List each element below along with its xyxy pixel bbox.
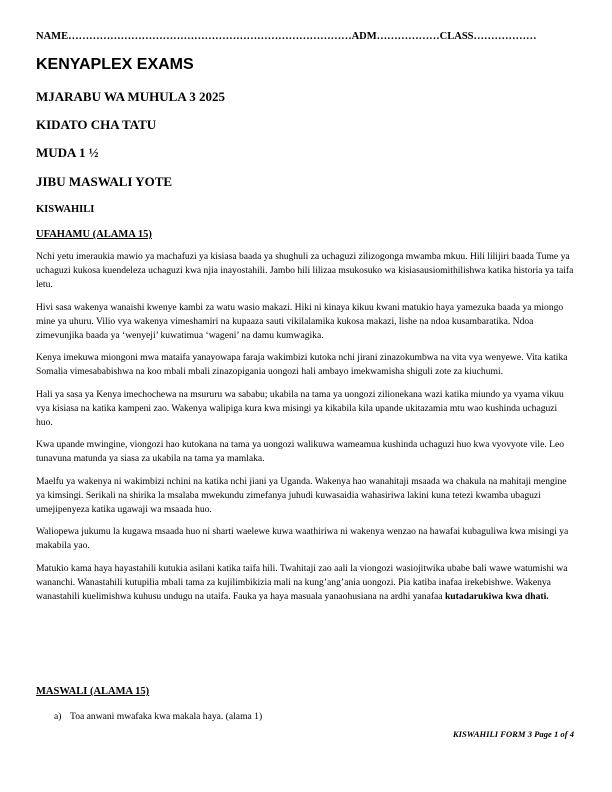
- page-footer: KISWAHILI FORM 3 Page 1 of 4: [452, 729, 574, 739]
- class-label: CLASS: [439, 31, 474, 42]
- adm-blank[interactable]: ………………: [376, 31, 440, 42]
- student-details-line: [36, 31, 576, 42]
- passage-paragraph: Hali ya sasa ya Kenya imechochewa na msururu wa sababu; ukabila na tama ya uongozi zilionekana wazi katika miundo ya vyama vikuu vya kisiasa na katika kampeni zao. Wakenya walipiga kura kwa misingi ya kikabila kila upande ukitazamia mtu wao kushinda uchaguzi huo.: [36, 388, 564, 428]
- comprehension-heading: UFAHAMU (ALAMA 15): [36, 229, 152, 240]
- passage-paragraph: Kenya imekuwa miongoni mwa mataifa yanayowapa faraja wakimbizi kutoka nchi jirani zinazokumbwa na vita vya wenyewe. Vita katika Somalia vimesababishwa na koo mbali mbali zinazopigania uongozi hali ambayo imekwamisha shiguli zote za kiuchumi.: [36, 352, 568, 377]
- question-item: [54, 711, 262, 722]
- question-number: a): [54, 711, 62, 722]
- comprehension-passage: [36, 250, 576, 612]
- passage-paragraph-last: [36, 562, 576, 604]
- exam-subject: KISWAHILI: [36, 204, 95, 215]
- passage-paragraph: Hivi sasa wakenya wanaishi kwenye kambi za watu wasio makazi. Hiki ni kinaya kikuu kwani matukio haya yamezuka baada ya miongo mine ya uhuru. Vilio vya wakenya vimeshamiri na kupaaza sauti vikilalamika kukosa makazi, lishe na ndoa kusambaratika. Ndoa zimevunjika baada ya ‘wenyeji’ kuwatimua ‘wageni’ na damu kumwagika.: [36, 301, 564, 341]
- passage-bold-ending: kutadarukiwa kwa dhati.: [444, 590, 549, 602]
- brand-title: KENYAPLEX EXAMS: [36, 56, 194, 73]
- passage-paragraph: Nchi yetu imeraukia mawio ya machafuzi ya kisiasa baada ya shughuli za uchaguzi zilizogonga mwamba mkuu. Hili lilijiri baada Tume ya uchaguzi kukosa kuendeleza uchaguzi kwa njia inayostahili. Jambo hili lilizaa msukosuko wa kisiasausiomithilishwa katika historia ya taifa letu.: [36, 251, 574, 290]
- exam-form: KIDATO CHA TATU: [36, 117, 157, 132]
- name-label: NAME: [36, 31, 69, 42]
- adm-label: ADM: [351, 31, 377, 42]
- questions-heading: MASWALI (ALAMA 15): [36, 686, 150, 697]
- exam-instruction: JIBU MASWALI YOTE: [36, 174, 173, 189]
- passage-text: Matukio kama haya hayastahili kutukia asilani katika taifa hili. Twahitaji zao aali la viongozi wasiojitwika ubabe bali wawe watumishi wa wananchi. Wanastahili kutupilia mbali tama za kujilimbikizia mali na kung’ang’ania uongozi. Pia katiba inafaa irekebishwe. Wakenya wanastahili kuelimishwa kuhusu undugu na utaifa. Fauka ya haya masuala yanaohusiana na ardhi yanafaa: [36, 562, 568, 602]
- passage-paragraph: Kwa upande mwingine, viongozi hao kutokana na tama ya uongozi walikuwa wameamua kushinda uchaguzi huo kwa vyovyote vile. Leo tunavuna matunda ya siasa za ukabila na tama ya mamlaka.: [36, 439, 565, 464]
- passage-paragraph: Waliopewa jukumu la kugawa msaada huo ni sharti waelewe kuwa waathiriwa ni wakenya wenzao na hawafai kubaguliwa kwa misingi ya makabila yao.: [36, 526, 569, 551]
- exam-title: MJARABU WA MUHULA 3 2025: [36, 89, 225, 104]
- passage-paragraph: Maelfu ya wakenya ni wakimbizi nchini na katika nchi jiani ya Uganda. Wakenya hao wanahitaji msaada wa chakula na mahitaji mengine ya kimsingi. Serikali na shirika la msalaba mwekundu zimefanya juhudi kuwasaidia wahasiriwa lakini kuna tetezi kwamba ubaguzi umejipenyeza katika ugawaji wa msaada huo.: [36, 475, 567, 515]
- class-blank[interactable]: ………………: [473, 31, 537, 42]
- exam-duration: MUDA 1 ½: [36, 145, 99, 160]
- question-text: Toa anwani mwafaka kwa makala haya. (alama 1): [70, 711, 263, 722]
- name-blank[interactable]: ………………………………………………………………………: [68, 31, 352, 42]
